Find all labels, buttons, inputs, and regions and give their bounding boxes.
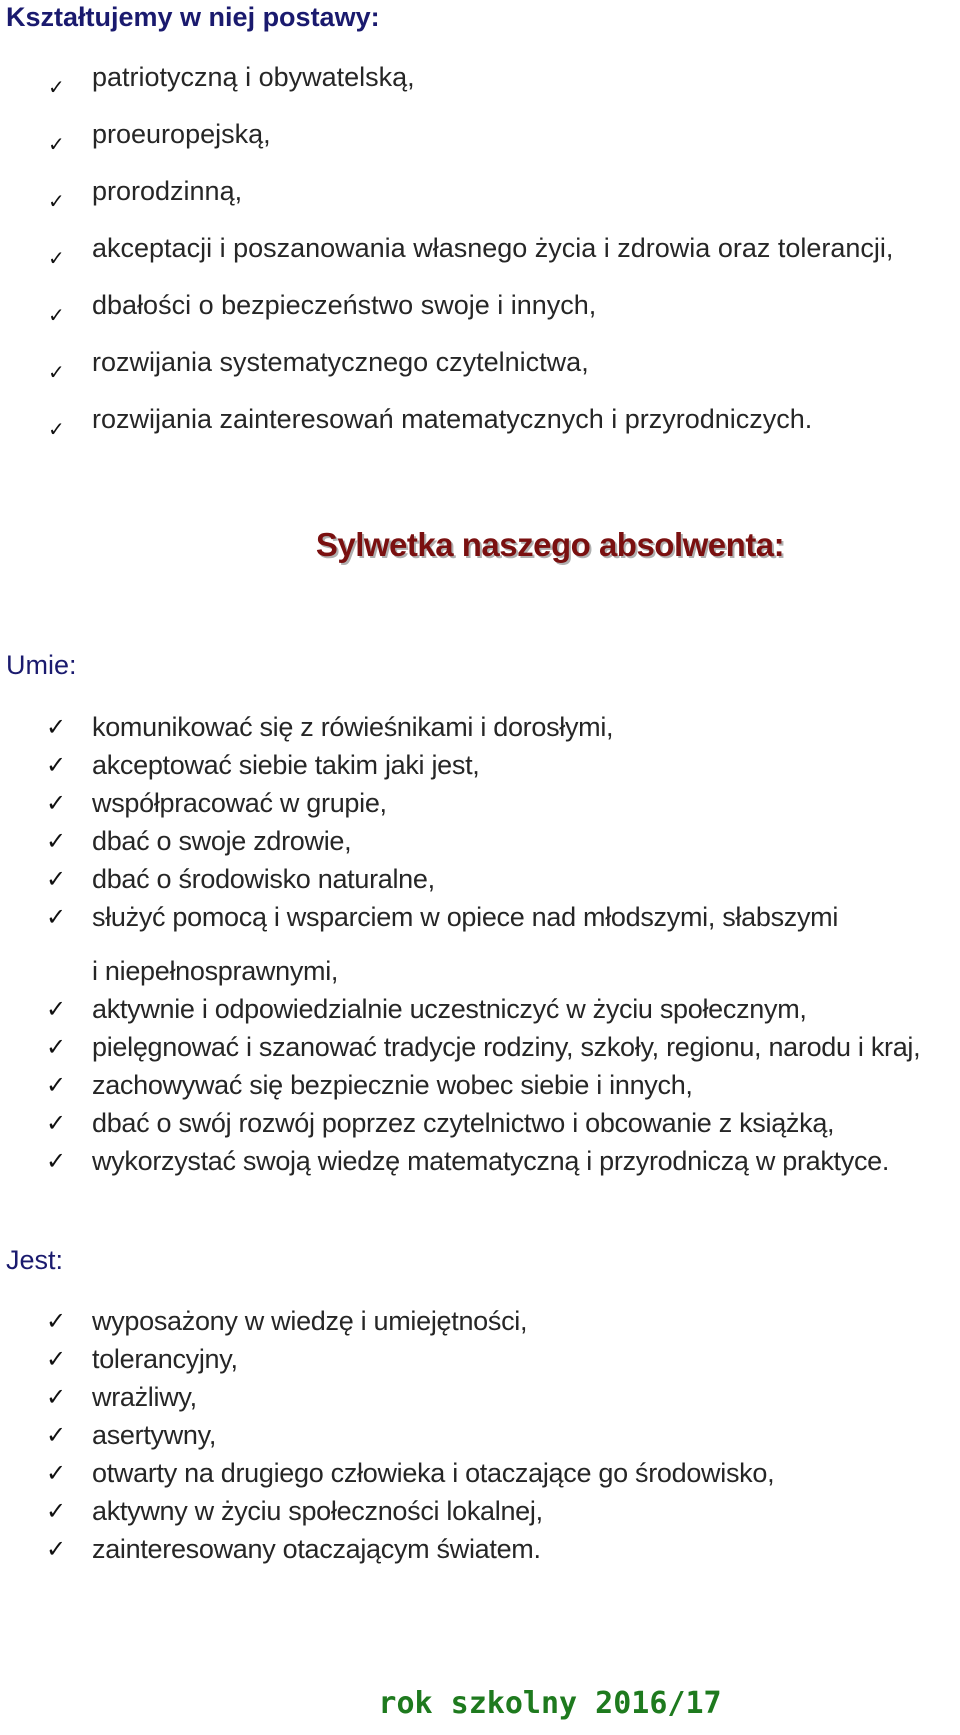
list-item — [0, 746, 920, 784]
list-item — [0, 1454, 774, 1492]
list-item-text: rozwijania zainteresowań matematycznych i przyrodniczych. — [92, 404, 813, 434]
list-item-text: tolerancyjny, — [92, 1344, 238, 1374]
list-item — [0, 898, 920, 990]
check-icon: ✓ — [46, 903, 66, 931]
check-icon: ✓ — [46, 1033, 66, 1061]
list-item — [0, 1492, 774, 1530]
check-icon: ✓ — [48, 132, 65, 156]
check-icon: ✓ — [46, 1459, 66, 1487]
list-item-text: rozwijania systematycznego czytelnictwa, — [92, 347, 589, 377]
check-icon: ✓ — [46, 995, 66, 1023]
attitudes-list — [0, 55, 893, 454]
list-item-text: dbać o swój rozwój poprzez czytelnictwo i obcowanie z książką, — [92, 1108, 835, 1138]
list-item-text: proeuropejską, — [92, 119, 271, 149]
list-item-text: wykorzystać swoją wiedzę matematyczną i przyrodniczą w praktyce. — [92, 1146, 890, 1176]
list-item-text: dbać o środowisko naturalne, — [92, 864, 435, 894]
list-item — [0, 226, 893, 283]
list-item-text: zachowywać się bezpiecznie wobec siebie i innych, — [92, 1070, 693, 1100]
check-icon: ✓ — [46, 751, 66, 779]
list-item-text: wrażliwy, — [92, 1382, 197, 1412]
jest-list — [0, 1302, 774, 1568]
umie-heading: Umie: — [6, 650, 77, 680]
check-icon: ✓ — [46, 1383, 66, 1411]
list-item-text: asertywny, — [92, 1420, 217, 1450]
list-item — [0, 340, 893, 397]
list-item — [0, 112, 893, 169]
list-item-text-continued: i niepełnosprawnymi, — [92, 956, 339, 986]
check-icon: ✓ — [46, 713, 66, 741]
list-item-text: komunikować się z rówieśnikami i dorosłymi, — [92, 712, 614, 742]
list-item-text: prorodzinną, — [92, 176, 243, 206]
check-icon: ✓ — [46, 1147, 66, 1175]
check-icon: ✓ — [46, 1345, 66, 1373]
check-icon: ✓ — [48, 303, 65, 327]
list-item-text: aktywnie i odpowiedzialnie uczestniczyć w życiu społecznym, — [92, 994, 807, 1024]
list-item — [0, 990, 920, 1028]
check-icon: ✓ — [46, 1421, 66, 1449]
check-icon: ✓ — [46, 865, 66, 893]
check-icon: ✓ — [48, 189, 65, 213]
jest-heading: Jest: — [6, 1245, 64, 1275]
check-icon: ✓ — [48, 75, 65, 99]
list-item-text: akceptować siebie takim jaki jest, — [92, 750, 480, 780]
list-item-text: służyć pomocą i wsparciem w opiece nad młodszymi, słabszymi — [92, 902, 839, 932]
list-item-text: dbałości o bezpieczeństwo swoje i innych, — [92, 290, 597, 320]
attitudes-heading: Kształtujemy w niej postawy: — [6, 2, 380, 32]
check-icon: ✓ — [46, 1109, 66, 1137]
list-item — [0, 1028, 920, 1066]
list-item — [0, 708, 920, 746]
check-icon: ✓ — [48, 417, 65, 441]
list-item — [0, 283, 893, 340]
profile-title: Sylwetka naszego absolwenta: — [315, 526, 785, 563]
list-item — [0, 1104, 920, 1142]
list-item — [0, 55, 893, 112]
list-item — [0, 169, 893, 226]
list-item-text: aktywny w życiu społeczności lokalnej, — [92, 1496, 543, 1526]
list-item — [0, 1340, 774, 1378]
list-item — [0, 1530, 774, 1568]
list-item — [0, 784, 920, 822]
list-item — [0, 1066, 920, 1104]
check-icon: ✓ — [46, 789, 66, 817]
list-item — [0, 860, 920, 898]
list-item-text: zainteresowany otaczającym światem. — [92, 1534, 541, 1564]
list-item — [0, 1302, 774, 1340]
check-icon: ✓ — [46, 827, 66, 855]
check-icon: ✓ — [46, 1497, 66, 1525]
list-item — [0, 1378, 774, 1416]
list-item — [0, 397, 893, 454]
list-item-text: współpracować w grupie, — [92, 788, 387, 818]
check-icon: ✓ — [48, 360, 65, 384]
list-item-text: patriotyczną i obywatelską, — [92, 62, 415, 92]
check-icon: ✓ — [48, 246, 65, 270]
list-item-text: wyposażony w wiedzę i umiejętności, — [92, 1306, 528, 1336]
list-item-text: pielęgnować i szanować tradycje rodziny, szkoły, regionu, narodu i kraj, — [92, 1032, 921, 1062]
list-item — [0, 1416, 774, 1454]
umie-list — [0, 708, 920, 1180]
check-icon: ✓ — [46, 1307, 66, 1335]
list-item-text: otwarty na drugiego człowieka i otaczające go środowisko, — [92, 1458, 775, 1488]
list-item — [0, 1142, 920, 1180]
check-icon: ✓ — [46, 1071, 66, 1099]
list-item-text: dbać o swoje zdrowie, — [92, 826, 352, 856]
school-year-footer: rok szkolny 2016/17 — [378, 1686, 722, 1721]
list-item — [0, 822, 920, 860]
list-item-text: akceptacji i poszanowania własnego życia i zdrowia oraz tolerancji, — [92, 233, 894, 263]
check-icon: ✓ — [46, 1535, 66, 1563]
